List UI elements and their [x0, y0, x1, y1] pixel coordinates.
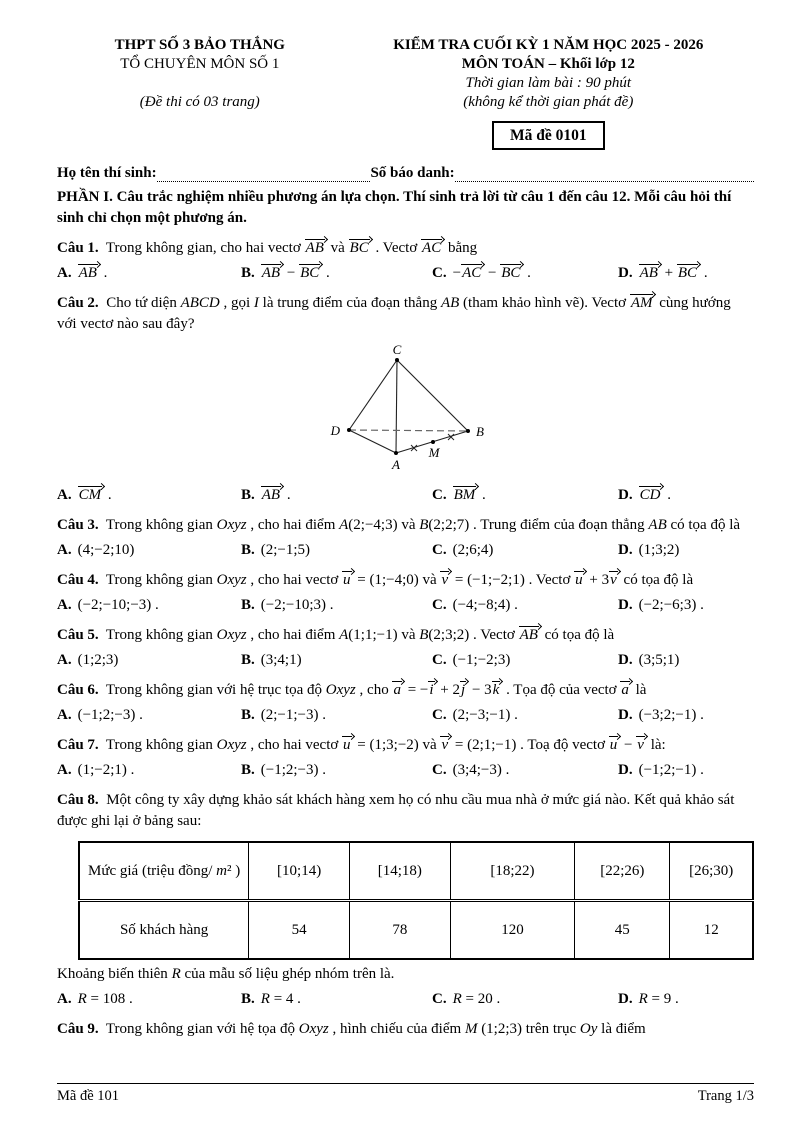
question-4-options — [57, 594, 754, 616]
option-text: (−1;2;−3) . — [260, 762, 327, 778]
option-d — [618, 594, 754, 616]
option-text: (−1;2;−1) . — [638, 762, 704, 778]
question-5-number: Câu 5. — [57, 627, 99, 643]
option-d — [618, 484, 754, 506]
option-c — [432, 594, 618, 616]
header-left-block — [57, 36, 343, 150]
option-a — [57, 484, 241, 506]
option-letter: D. — [618, 652, 633, 668]
option-text: −AC − BC . — [452, 265, 531, 281]
question-8-text: Một công ty xây dựng khảo sát khách hàng xem họ có nhu cầu mua nhà ở mức giá nào. Kết quả khảo sát được ghi lại ở bảng sau: — [57, 792, 735, 829]
option-text: CD . — [639, 487, 671, 503]
option-b — [241, 594, 432, 616]
option-c — [432, 759, 618, 781]
vertex-label-d: D — [330, 423, 340, 438]
question-8-after: Khoảng biến thiên R của mẫu số liệu ghép nhóm trên là. — [57, 966, 395, 982]
option-text: (2;−1;5) — [260, 542, 311, 558]
option-letter: C. — [432, 991, 447, 1007]
option-text: (2;−1;−3) . — [260, 707, 327, 723]
option-a — [57, 262, 241, 284]
question-1-options — [57, 262, 754, 284]
option-letter: B. — [241, 597, 255, 613]
option-letter: C. — [432, 265, 447, 281]
option-a — [57, 704, 241, 726]
exam-subject: MÔN TOÁN – Khối lớp 12 — [461, 56, 635, 72]
question-7 — [57, 735, 754, 756]
question-3-options — [57, 539, 754, 561]
spacer — [57, 74, 343, 93]
option-letter: D. — [618, 487, 633, 503]
option-letter: A. — [57, 652, 72, 668]
option-letter: A. — [57, 597, 72, 613]
table-row — [79, 901, 753, 960]
option-text: AB − BC . — [261, 265, 330, 281]
option-text: AB . — [261, 487, 291, 503]
option-b — [241, 649, 432, 671]
table-cell: 12 — [670, 901, 753, 960]
option-letter: A. — [57, 762, 72, 778]
option-letter: B. — [241, 707, 255, 723]
option-letter: A. — [57, 542, 72, 558]
option-letter: B. — [241, 762, 255, 778]
question-2-text: Cho tứ diện ABCD , gọi I là trung điểm của đoạn thẳng AB (tham khảo hình vẽ). Vectơ AM cùng hướng với vectơ nào sau đây? — [57, 295, 731, 332]
header-right-block — [343, 36, 754, 150]
option-b — [241, 704, 432, 726]
figure-edges — [349, 360, 468, 453]
exam-title: KIỂM TRA CUỐI KỲ 1 NĂM HỌC 2025 - 2026 — [393, 37, 704, 53]
option-text: (−2;−6;3) . — [638, 597, 704, 613]
option-d — [618, 759, 754, 781]
option-b — [241, 759, 432, 781]
option-text: (−4;−8;4) . — [452, 597, 518, 613]
option-a — [57, 759, 241, 781]
table-header-cell: [14;18) — [349, 842, 450, 901]
question-9-text: Trong không gian với hệ tọa độ Oxyz , hình chiếu của điểm M (1;2;3) trên trục Oy là điểm — [105, 1021, 646, 1037]
option-text: (−3;2;−1) . — [638, 707, 704, 723]
option-letter: B. — [241, 652, 255, 668]
school-name: THPT SỐ 3 BẢO THẮNG — [114, 37, 285, 53]
page-footer — [57, 1083, 754, 1105]
option-text: (3;5;1) — [638, 652, 680, 668]
option-text: R = 108 . — [77, 991, 133, 1007]
option-text: (1;3;2) — [638, 542, 680, 558]
table-header-cell: [22;26) — [575, 842, 670, 901]
question-7-number: Câu 7. — [57, 737, 99, 753]
option-letter: D. — [618, 707, 633, 723]
option-letter: C. — [432, 487, 447, 503]
student-name-label: Họ tên thí sinh: — [57, 165, 157, 181]
table-cell: Số khách hàng — [79, 901, 249, 960]
option-c — [432, 262, 618, 284]
option-letter: D. — [618, 597, 633, 613]
question-1-number: Câu 1. — [57, 240, 99, 256]
option-b — [241, 484, 432, 506]
table-header-cell: Mức giá (triệu đồng/ m² ) — [79, 842, 249, 901]
question-8-number: Câu 8. — [57, 792, 99, 808]
student-id-label: Số báo danh: — [370, 165, 455, 181]
option-text: R = 9 . — [638, 991, 679, 1007]
question-6 — [57, 680, 754, 701]
option-letter: C. — [432, 597, 447, 613]
vertex-label-b: B — [476, 424, 484, 439]
option-a — [57, 988, 241, 1010]
table-cell: 54 — [249, 901, 350, 960]
table-cell: 45 — [575, 901, 670, 960]
exam-duration: Thời gian làm bài : 90 phút — [465, 75, 632, 91]
option-letter: B. — [241, 487, 255, 503]
table-header-cell: [26;30) — [670, 842, 753, 901]
question-3-number: Câu 3. — [57, 517, 99, 533]
option-text: BM . — [453, 487, 486, 503]
option-letter: D. — [618, 542, 633, 558]
vertex-label-c: C — [392, 342, 402, 357]
question-6-options — [57, 704, 754, 726]
survey-table — [78, 841, 754, 960]
table-cell: 78 — [349, 901, 450, 960]
question-4-text: Trong không gian Oxyz , cho hai vectơ u = (1;−4;0) và v = (−1;−2;1) . Vectơ u + 3v có tọa độ là — [105, 572, 694, 588]
question-3-text: Trong không gian Oxyz , cho hai điểm A(2;−4;3) và B(2;2;7) . Trung điểm của đoạn thẳng AB có tọa độ là — [105, 517, 741, 533]
option-text: (−1;−2;3) — [452, 652, 511, 668]
option-text: (1;−2;1) . — [77, 762, 135, 778]
vertex-label-a: A — [392, 457, 400, 472]
question-1 — [57, 238, 754, 259]
question-7-options — [57, 759, 754, 781]
option-letter: A. — [57, 265, 72, 281]
option-text: (−2;−10;3) . — [260, 597, 334, 613]
option-letter: C. — [432, 652, 447, 668]
question-9 — [57, 1019, 754, 1040]
department-name: TỔ CHUYÊN MÔN SỐ 1 — [120, 56, 280, 72]
option-d — [618, 649, 754, 671]
hidden-edge-db — [349, 430, 468, 431]
option-letter: B. — [241, 265, 255, 281]
option-a — [57, 649, 241, 671]
option-d — [618, 704, 754, 726]
option-text: (3;4;1) — [260, 652, 302, 668]
exam-header — [57, 36, 754, 150]
question-8 — [57, 790, 754, 832]
footer-exam-code: Mã đề 101 — [57, 1088, 120, 1104]
option-text: R = 20 . — [452, 991, 501, 1007]
option-text: (2;6;4) — [452, 542, 494, 558]
question-6-number: Câu 6. — [57, 682, 99, 698]
table-header-cell: [18;22) — [450, 842, 574, 901]
option-letter: C. — [432, 542, 447, 558]
option-d — [618, 539, 754, 561]
question-9-number: Câu 9. — [57, 1021, 99, 1037]
table-header-row — [79, 842, 753, 901]
midpoint-label-m: M — [428, 445, 440, 460]
option-letter: D. — [618, 265, 633, 281]
question-2-options — [57, 484, 754, 506]
option-letter: D. — [618, 762, 633, 778]
exam-code-box: Mã đề 0101 — [492, 121, 605, 150]
question-6-text: Trong không gian với hệ trục tọa độ Oxyz , cho a = −i + 2j − 3k . Tọa độ của vectơ a là — [105, 682, 647, 698]
option-letter: C. — [432, 707, 447, 723]
exam-duration-note: (không kể thời gian phát đề) — [463, 94, 634, 110]
option-letter: D. — [618, 991, 633, 1007]
question-7-text: Trong không gian Oxyz , cho hai vectơ u = (1;3;−2) và v = (2;1;−1) . Toạ độ vectơ u − v là: — [105, 737, 666, 753]
option-text: (4;−2;10) — [77, 542, 135, 558]
question-4-number: Câu 4. — [57, 572, 99, 588]
option-a — [57, 594, 241, 616]
option-c — [432, 704, 618, 726]
option-letter: B. — [241, 542, 255, 558]
student-name-blank — [157, 168, 371, 182]
option-text: (1;2;3) — [77, 652, 119, 668]
option-text: AB + BC . — [639, 265, 708, 281]
table-header-cell: [10;14) — [249, 842, 350, 901]
question-5 — [57, 625, 754, 646]
question-5-text: Trong không gian Oxyz , cho hai điểm A(1;1;−1) và B(2;3;2) . Vectơ AB có tọa độ là — [105, 627, 615, 643]
question-2-number: Câu 2. — [57, 295, 99, 311]
question-4 — [57, 570, 754, 591]
option-text: (2;−3;−1) . — [452, 707, 518, 723]
option-b — [241, 262, 432, 284]
option-b — [241, 988, 432, 1010]
option-text: CM . — [78, 487, 112, 503]
option-letter: A. — [57, 991, 72, 1007]
option-c — [432, 539, 618, 561]
table-cell: 120 — [450, 901, 574, 960]
option-c — [432, 649, 618, 671]
option-letter: C. — [432, 762, 447, 778]
question-2 — [57, 293, 754, 335]
part1-heading: PHẦN I. Câu trắc nghiệm nhiều phương án lựa chọn. Thí sinh trả lời từ câu 1 đến câu 12. Mỗi câu hỏi thí sinh chỉ chọn một phương án. — [57, 189, 732, 226]
option-text: (3;4;−3) . — [452, 762, 510, 778]
option-d — [618, 988, 754, 1010]
question-1-text: Trong không gian, cho hai vectơ AB và BC . Vectơ AC bằng — [105, 240, 478, 256]
tetrahedron-figure — [280, 342, 540, 477]
option-b — [241, 539, 432, 561]
student-id-blank — [455, 168, 754, 182]
option-letter: B. — [241, 991, 255, 1007]
option-a — [57, 539, 241, 561]
option-letter: A. — [57, 487, 72, 503]
footer-page-number: Trang 1/3 — [697, 1088, 754, 1104]
question-5-options — [57, 649, 754, 671]
student-info-line — [57, 165, 754, 182]
option-text: (−1;2;−3) . — [77, 707, 143, 723]
question-3 — [57, 515, 754, 536]
option-text: (−2;−10;−3) . — [77, 597, 159, 613]
option-text: AB . — [78, 265, 108, 281]
question-8-options — [57, 988, 754, 1010]
option-letter: A. — [57, 707, 72, 723]
option-text: R = 4 . — [260, 991, 301, 1007]
option-c — [432, 988, 618, 1010]
option-d — [618, 262, 754, 284]
option-c — [432, 484, 618, 506]
pages-note: (Đề thi có 03 trang) — [139, 94, 260, 110]
